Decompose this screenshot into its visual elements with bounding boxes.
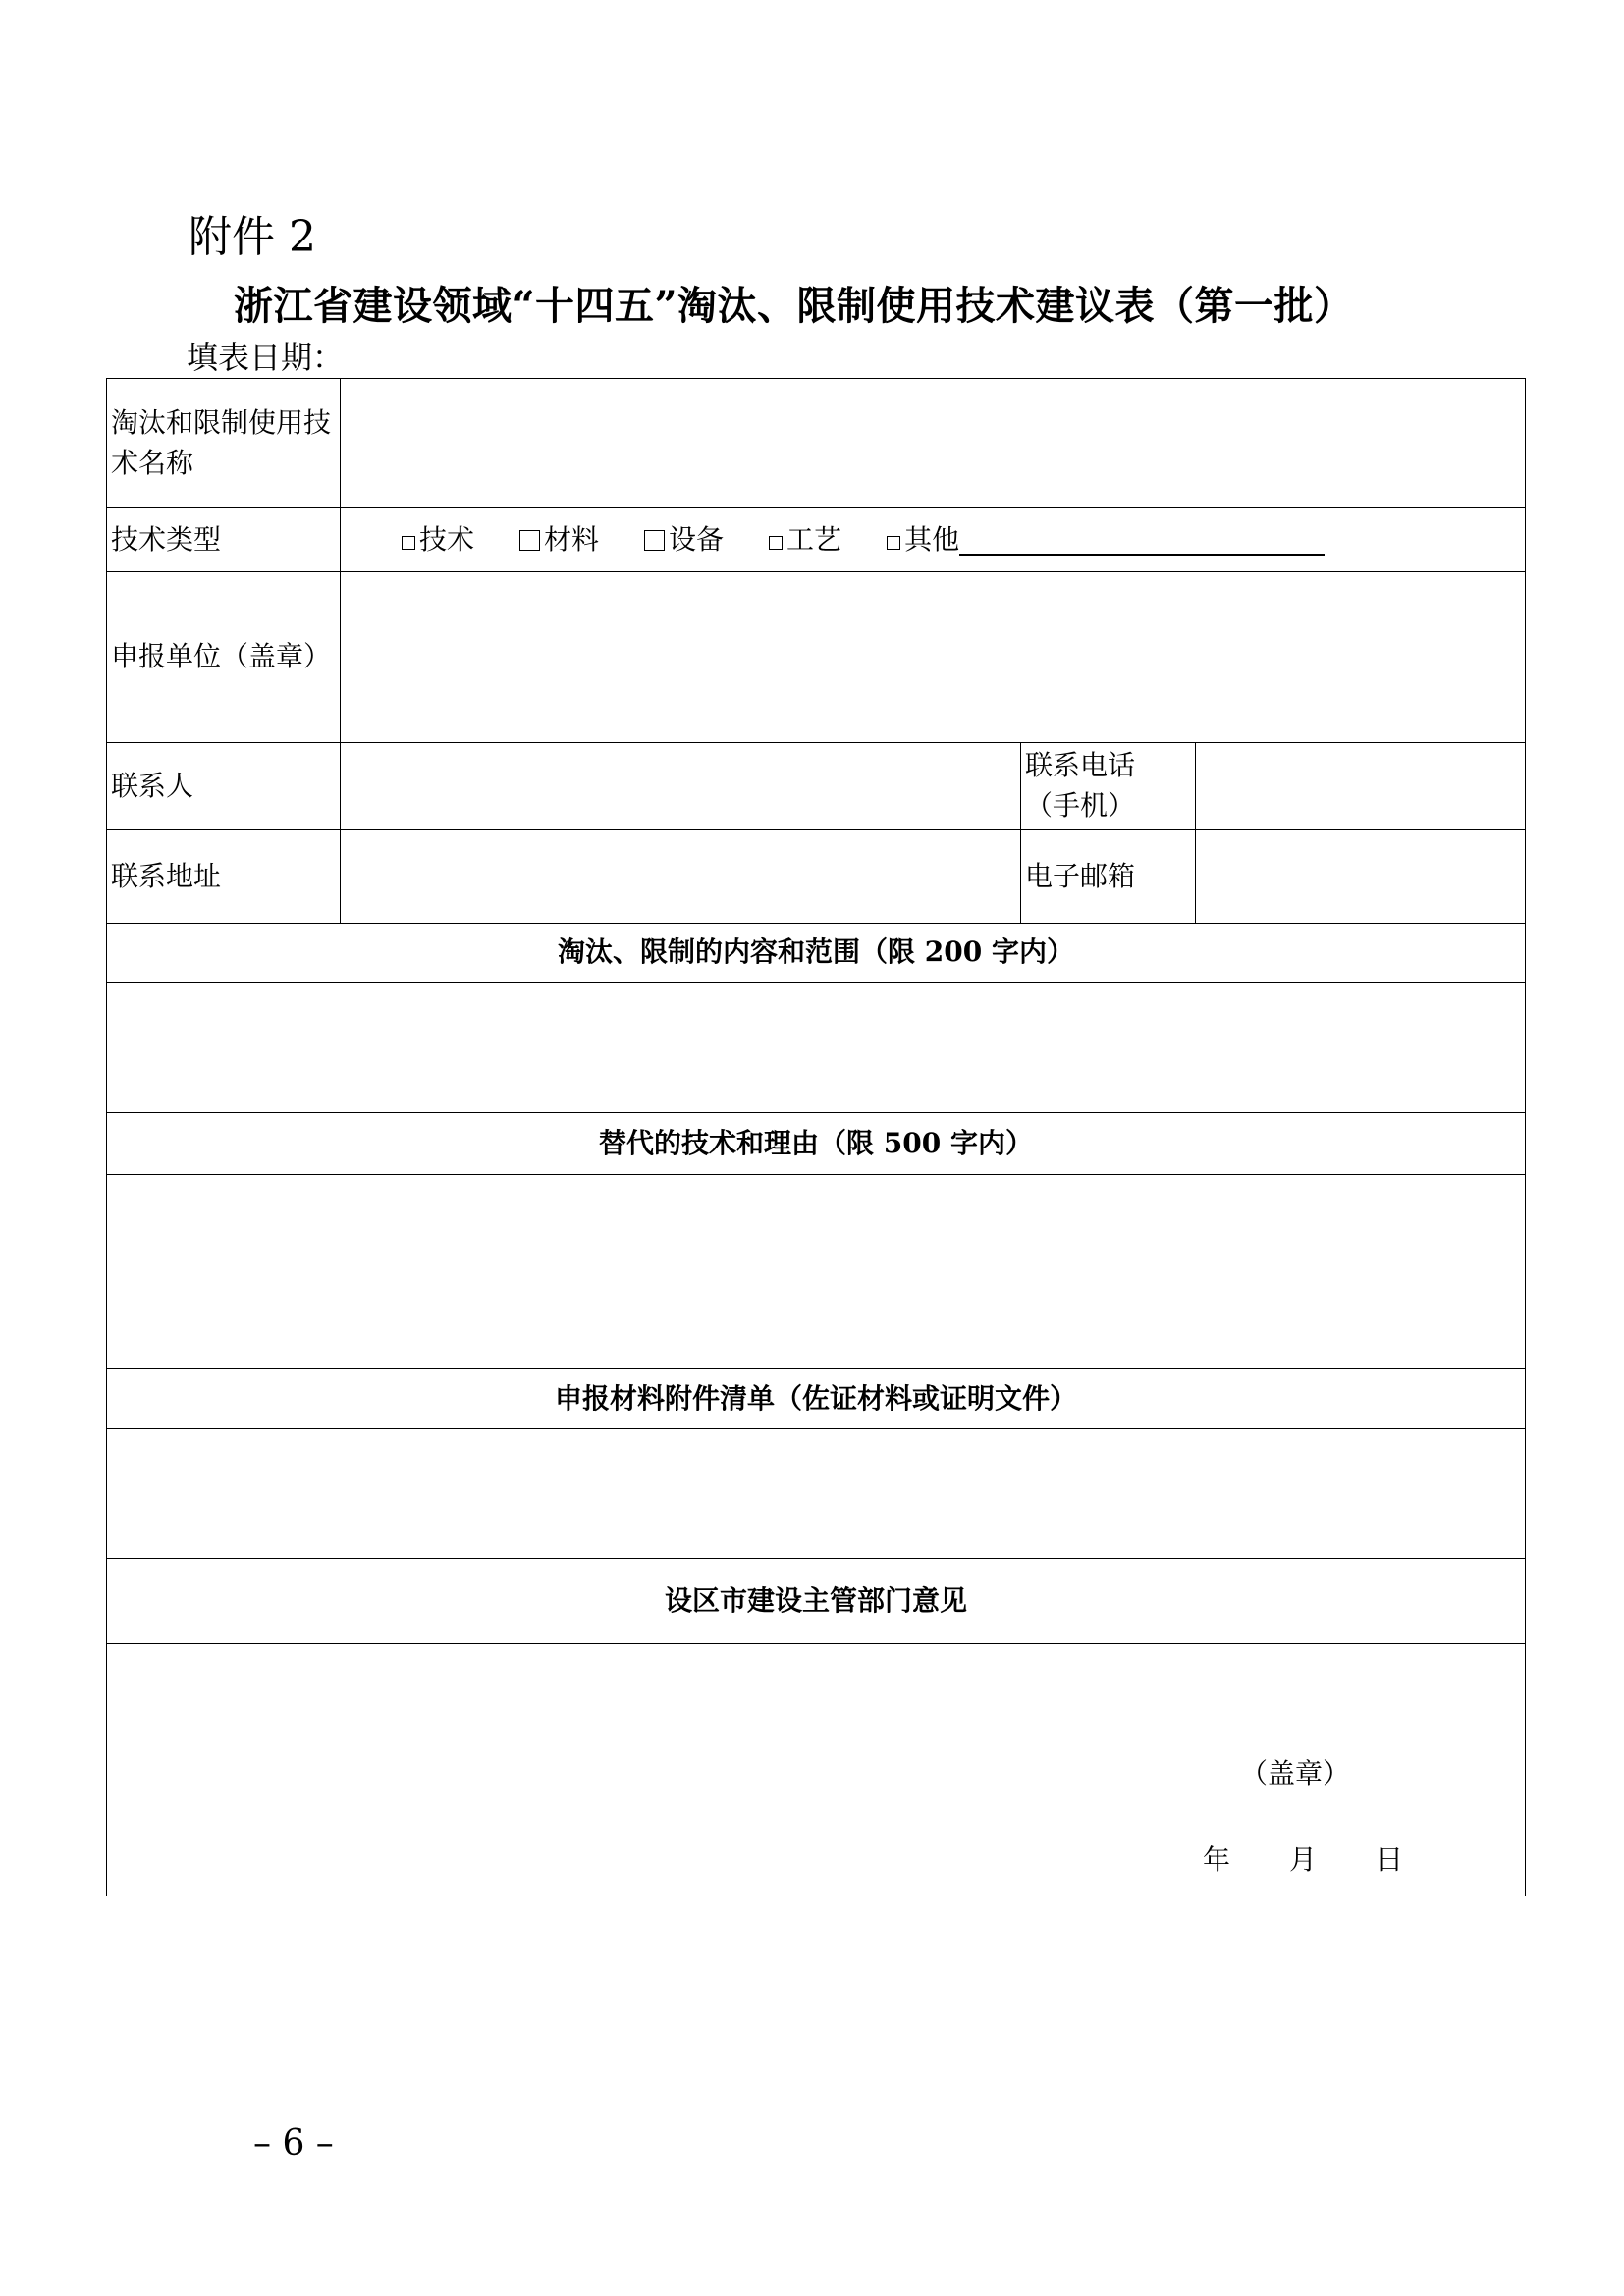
- attachment-label: 附件 2: [189, 212, 316, 262]
- option-material[interactable]: 材料: [519, 520, 599, 561]
- checkbox-material[interactable]: [519, 530, 540, 551]
- date-month-label: 月: [1288, 1843, 1317, 1876]
- row-alternative-header: [107, 1113, 1526, 1175]
- checkbox-technology[interactable]: [402, 536, 415, 550]
- row-opinion-header: [107, 1559, 1526, 1644]
- form-title: 浙江省建设领域“十四五”淘汰、限制使用技术建议表（第一批）: [234, 283, 1354, 329]
- page-number: – 6 –: [253, 2123, 334, 2163]
- other-blank-line[interactable]: [959, 524, 1325, 556]
- option-process[interactable]: 工艺: [769, 520, 841, 561]
- row-applicant: [107, 572, 1526, 743]
- signature-date: [1203, 1841, 1403, 1881]
- section-scope-heading: 淘汰、限制的内容和范围（限 200 字内）: [107, 924, 1526, 983]
- row-tech-name: [107, 379, 1526, 508]
- applicant-label: 申报单位（盖章）: [107, 572, 341, 743]
- email-field[interactable]: [1196, 830, 1526, 924]
- alternative-content-field[interactable]: [107, 1175, 1526, 1369]
- phone-label: [1021, 743, 1196, 830]
- contact-field[interactable]: [341, 743, 1021, 830]
- address-label: 联系地址: [107, 830, 341, 924]
- row-attachments-content: [107, 1429, 1526, 1559]
- row-contact: [107, 743, 1526, 830]
- row-scope-header: [107, 924, 1526, 983]
- row-alternative-content: [107, 1175, 1526, 1369]
- tech-name-field[interactable]: [341, 379, 1526, 508]
- option-technology[interactable]: 技术: [402, 520, 474, 561]
- row-attachments-header: [107, 1369, 1526, 1429]
- row-scope-content: [107, 983, 1526, 1113]
- checkbox-other[interactable]: [887, 536, 900, 550]
- section-opinion-heading: 设区市建设主管部门意见: [107, 1559, 1526, 1644]
- tech-type-label: 技术类型: [107, 508, 341, 572]
- date-year-label: 年: [1202, 1843, 1230, 1876]
- phone-label-line1: 联系电话: [1025, 749, 1136, 782]
- applicant-field[interactable]: [341, 572, 1526, 743]
- option-equipment[interactable]: 设备: [644, 520, 724, 561]
- phone-field[interactable]: [1196, 743, 1526, 830]
- checkbox-equipment[interactable]: [644, 530, 665, 551]
- attachments-content-field[interactable]: [107, 1429, 1526, 1559]
- section-alternative-heading: 替代的技术和理由（限 500 字内）: [107, 1113, 1526, 1175]
- email-label: 电子邮箱: [1021, 830, 1196, 924]
- row-address: [107, 830, 1526, 924]
- opinion-content-field[interactable]: [107, 1644, 1526, 1896]
- stamp-label: （盖章）: [1239, 1757, 1350, 1789]
- scope-content-field[interactable]: [107, 983, 1526, 1113]
- fill-date-label: 填表日期：: [187, 339, 345, 376]
- section-attachments-heading: 申报材料附件清单（佐证材料或证明文件）: [107, 1369, 1526, 1429]
- address-field[interactable]: [341, 830, 1021, 924]
- row-opinion-content: [107, 1644, 1526, 1896]
- option-other[interactable]: 其他: [887, 520, 959, 561]
- row-tech-type: [107, 508, 1526, 572]
- date-day-label: 日: [1375, 1843, 1403, 1876]
- tech-type-options: [341, 508, 1526, 572]
- suggestion-form-table: [106, 378, 1526, 1896]
- phone-label-line2: （手机）: [1025, 789, 1136, 822]
- contact-label: 联系人: [107, 743, 341, 830]
- checkbox-process[interactable]: [769, 536, 783, 550]
- tech-name-label: 淘汰和限制使用技术名称: [107, 379, 341, 508]
